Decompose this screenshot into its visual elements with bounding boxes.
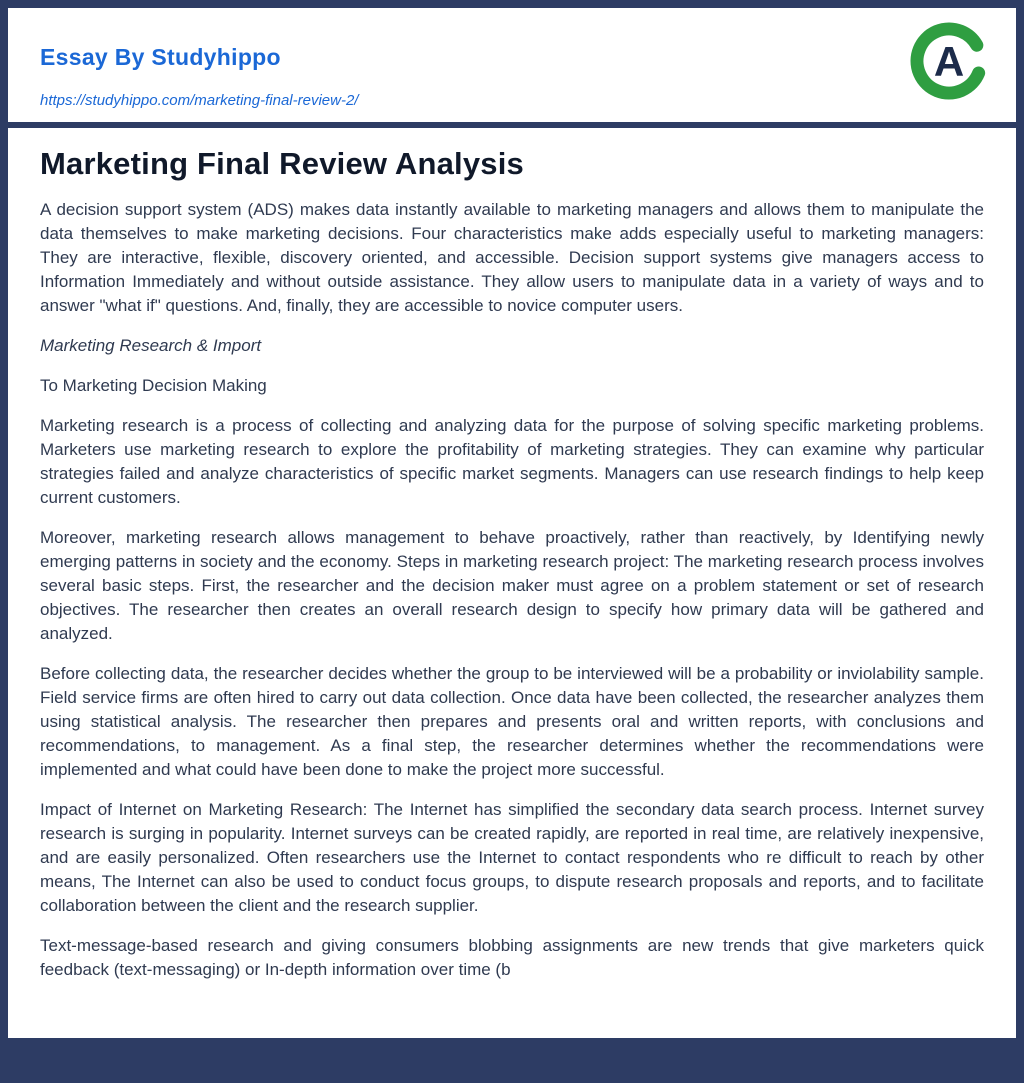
page-bottom-band — [0, 1038, 1024, 1083]
page-header — [8, 8, 1016, 122]
article-paragraph-subheading: Marketing Research & Import — [40, 336, 262, 355]
article-paragraph: To Marketing Decision Making — [40, 376, 267, 395]
logo-svg — [910, 22, 988, 100]
studyhippo-logo-icon — [910, 22, 988, 100]
article — [8, 128, 1016, 1038]
article-paragraph: Before collecting data, the researcher decides whether the group to be interviewed will be a probability or inviolability sample. Field service firms are often hired to carry out data collection. Once data have been collected, the researcher analyzes them using statistical analysis. The researcher then prepares and presents oral and written reports, with conclusions and recommendations, to management. As a final step, the researcher determines whether the recommendations were implemented and what could have been done to make the project more successful. — [40, 664, 984, 779]
logo-letter: A — [933, 38, 965, 85]
article-paragraph: Text-message-based research and giving consumers blobbing assignments are new trends that give marketers quick feedback (text-messaging) or In-depth information over time (b — [40, 936, 984, 979]
article-paragraph: Impact of Internet on Marketing Research: The Internet has simplified the secondary data search process. Internet survey research is surging in popularity. Internet surveys can be created rapidly, are reported in real time, are relatively inexpensive, and are easily personalized. Often researchers use the Internet to contact respondents who re difficult to reach by other means, The Internet can also be used to conduct focus groups, to dispute research proposals and reports, and to facilitate collaboration between the client and the research supplier. — [40, 800, 984, 915]
article-paragraph: Moreover, marketing research allows management to behave proactively, rather than reactively, by Identifying newly emerging patterns in society and the economy. Steps in marketing research project: The marketing research process involves several basic steps. First, the researcher and the decision maker must agree on a problem statement or set of research objectives. The researcher then creates an overall research design to specify how primary data will be gathered and analyzed. — [40, 528, 984, 643]
article-paragraph: A decision support system (ADS) makes data instantly available to marketing managers and allows them to manipulate the data themselves to make marketing decisions. Four characteristics make adds especially useful to marketing managers: They are interactive, flexible, discovery oriented, and accessible. Decision support systems give managers access to Information Immediately and without outside assistance. They allow users to manipulate data in a variety of ways and to answer "what if" questions. And, finally, they are accessible to novice computer users. — [40, 200, 984, 315]
article-title: Marketing Final Review Analysis — [40, 146, 524, 181]
site-title: Essay By Studyhippo — [40, 44, 281, 70]
article-url-link[interactable]: https://studyhippo.com/marketing-final-review-2/ — [40, 92, 359, 109]
article-paragraph: Marketing research is a process of collecting and analyzing data for the purpose of solving specific marketing problems. Marketers use marketing research to explore the profitability of marketing strategies. They can examine why particular strategies failed and analyze characteristics of specific market segments. Managers can use research findings to help keep current customers. — [40, 416, 984, 507]
